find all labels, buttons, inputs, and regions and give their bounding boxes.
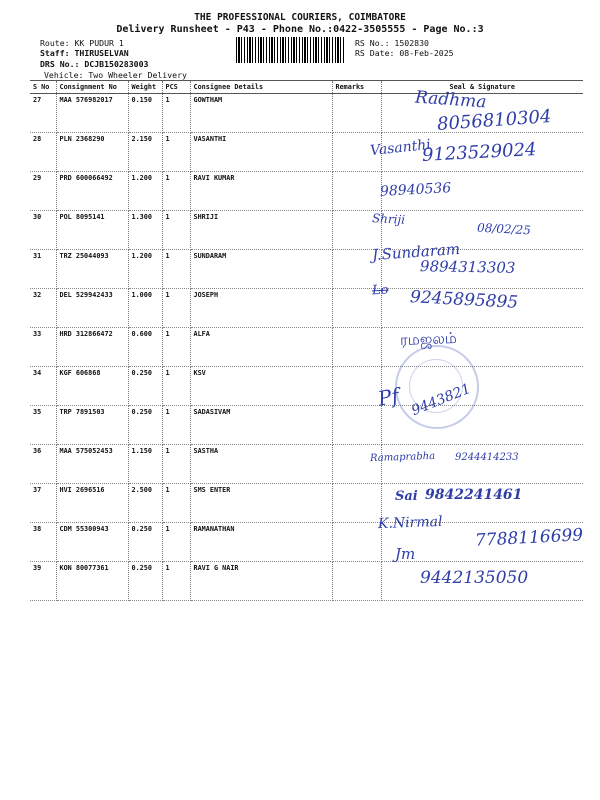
handwritten-phone: 9244414233 [455,452,519,463]
cell-consignee: ALFA [190,328,332,367]
cell-pcs: 1 [162,562,190,601]
cell-consignee: SHRIJI [190,211,332,250]
col-consignment: Consignment No [56,81,128,94]
cell-pcs: 1 [162,211,190,250]
cell-sno: 31 [30,250,56,289]
cell-weight: 2.500 [128,484,162,523]
cell-weight: 1.300 [128,211,162,250]
cell-consignee: SMS ENTER [190,484,332,523]
cell-remarks [332,172,381,211]
cell-weight: 0.250 [128,367,162,406]
cell-sno: 37 [30,484,56,523]
handwritten-signature: K.Nirmal [377,513,443,533]
cell-weight: 0.250 [128,562,162,601]
cell-consignment: KON 80077361 [56,562,128,601]
cell-weight: 1.000 [128,289,162,328]
cell-pcs: 1 [162,172,190,211]
company-name: THE PROFESSIONAL COURIERS, COIMBATORE [194,12,406,23]
cell-remarks [332,328,381,367]
cell-remarks [332,367,381,406]
cell-consignee: JOSEPH [190,289,332,328]
cell-consignment: PRD 600066492 [56,172,128,211]
cell-consignment: POL 8095141 [56,211,128,250]
cell-remarks [332,406,381,445]
cell-pcs: 1 [162,250,190,289]
cell-sno: 27 [30,94,56,133]
table-row [30,445,583,484]
table-row [30,406,583,445]
cell-consignment: TRP 7891503 [56,406,128,445]
cell-weight: 0.600 [128,328,162,367]
col-weight: Weight [128,81,162,94]
handwritten-phone: 9894313303 [419,257,516,277]
cell-consignee: GOWTHAM [190,94,332,133]
handwritten-phone: 9442135050 [420,568,529,588]
cell-consignee: RAMANATHAN [190,523,332,562]
cell-sno: 29 [30,172,56,211]
handwritten-signature: Jm [395,545,416,563]
cell-sno: 38 [30,523,56,562]
handwritten-signature: Shriji [371,211,406,227]
handwritten-signature: Vasanthi [369,136,432,160]
table-row [30,172,583,211]
cell-consignment: MAA 575052453 [56,445,128,484]
table-row [30,367,583,406]
handwritten-signature-phone: 98940536 [379,180,452,200]
cell-consignment: DEL 529942433 [56,289,128,328]
cell-pcs: 1 [162,523,190,562]
handwritten-signature: Pf [376,383,401,411]
table-row [30,328,583,367]
cell-consignment: PLN 2368290 [56,133,128,172]
cell-sno: 39 [30,562,56,601]
cell-consignment: CDM 55300943 [56,523,128,562]
cell-sno: 36 [30,445,56,484]
handwritten-phone: 9123529024 [421,139,538,166]
cell-sno: 34 [30,367,56,406]
cell-consignment: HVI 2696516 [56,484,128,523]
cell-weight: 1.150 [128,445,162,484]
col-pcs: PCS [162,81,190,94]
handwritten-phone: 9842241461 [425,487,523,503]
vehicle-label: Vehicle: Two Wheeler Delivery [44,70,187,80]
cell-consignment: KGF 606868 [56,367,128,406]
col-consignee: Consignee Details [190,81,332,94]
cell-weight: 0.250 [128,406,162,445]
handwritten-phone: 8056810304 [436,106,553,135]
cell-consignee: SADASIVAM [190,406,332,445]
handwritten-phone: 7788116699 [474,525,584,551]
cell-consignment: MAA 576982017 [56,94,128,133]
staff-label: Staff: THIRUSELVAN [40,48,129,58]
cell-remarks [332,484,381,523]
handwritten-phone: 9443821 [409,380,474,420]
handwritten-signature: Radhma [414,87,488,113]
handwritten-phone: 9245895895 [409,287,519,313]
cell-signature [381,445,583,484]
cell-sno: 33 [30,328,56,367]
col-remarks: Remarks [332,81,381,94]
cell-pcs: 1 [162,289,190,328]
route-label: Route: KK PUDUR 1 [40,38,124,48]
cell-consignee: VASANTHI [190,133,332,172]
cell-pcs: 1 [162,133,190,172]
cell-weight: 1.200 [128,172,162,211]
runsheet-title: Delivery Runsheet - P43 - Phone No.:0422-3505555 - Page No.:3 [116,24,484,35]
cell-pcs: 1 [162,445,190,484]
cell-consignment: HRD 312866472 [56,328,128,367]
cell-consignee: RAVI G NAIR [190,562,332,601]
cell-weight: 0.250 [128,523,162,562]
cell-consignee: SASTHA [190,445,332,484]
rs-date: RS Date: 08-Feb-2025 [355,48,454,58]
cell-sno: 35 [30,406,56,445]
rs-number: RS No.: 1502830 [355,38,429,48]
cell-pcs: 1 [162,94,190,133]
col-signature: Seal & Signature [381,81,583,94]
handwritten-signature: Sai [395,489,418,504]
table-header [30,81,583,94]
drs-number: DRS No.: DCJB150283003 [40,59,149,69]
cell-sno: 28 [30,133,56,172]
cell-weight: 2.150 [128,133,162,172]
barcode [236,37,346,63]
handwritten-signature: ரமஜலம் [399,329,458,349]
cell-sno: 32 [30,289,56,328]
cell-weight: 0.150 [128,94,162,133]
handwritten-date: 08/02/25 [476,220,532,238]
cell-pcs: 1 [162,367,190,406]
cell-sno: 30 [30,211,56,250]
cell-consignee: RAVI KUMAR [190,172,332,211]
handwritten-signature: Lo [371,282,389,299]
cell-remarks [332,94,381,133]
handwritten-signature: J.Sundaram [371,239,461,265]
cell-consignment: TRZ 25044093 [56,250,128,289]
cell-remarks [332,523,381,562]
cell-consignee: SUNDARAM [190,250,332,289]
cell-remarks [332,562,381,601]
cell-pcs: 1 [162,328,190,367]
cell-pcs: 1 [162,484,190,523]
cell-pcs: 1 [162,406,190,445]
cell-weight: 1.200 [128,250,162,289]
handwritten-signature: Ramaprabha [369,450,436,465]
cell-consignee: KSV [190,367,332,406]
col-sno: S No [30,81,56,94]
